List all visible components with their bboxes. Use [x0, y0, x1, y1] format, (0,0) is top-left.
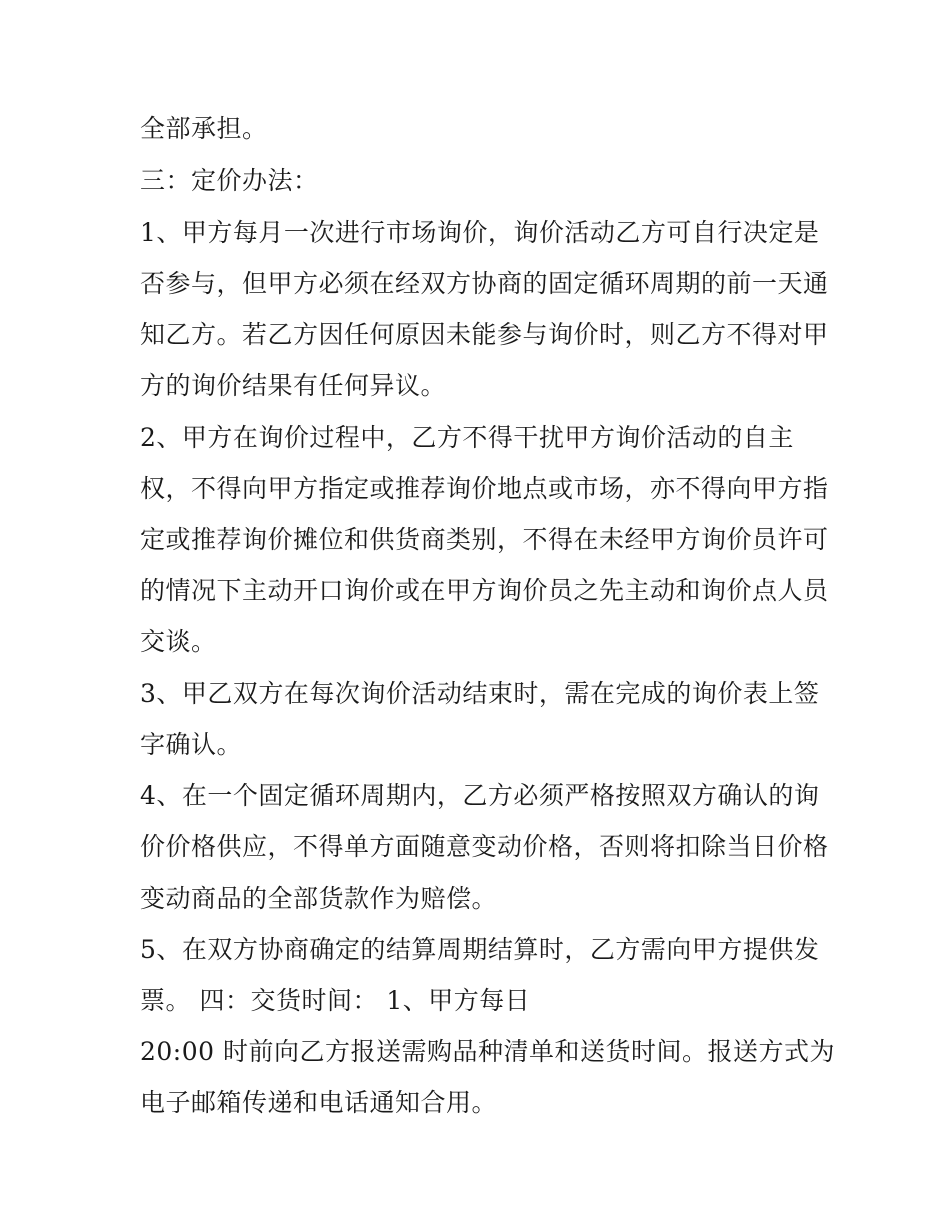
text-line: 20:00 时前向乙方报送需购品种清单和送货时间。报送方式为 [140, 1037, 835, 1066]
text-line: 知乙方。若乙方因任何原因未能参与询价时，则乙方不得对甲 [140, 320, 829, 349]
text-line: 定或推荐询价摊位和供货商类别，不得在未经甲方询价员许可 [140, 525, 829, 554]
text-line: 权，不得向甲方指定或推荐询价地点或市场，亦不得向甲方指 [140, 474, 829, 503]
text-line: 电子邮箱传递和电话通知合用。 [140, 1088, 498, 1117]
text-line: 交谈。 [140, 627, 217, 656]
text-line: 否参与，但甲方必须在经双方协商的固定循环周期的前一天通 [140, 269, 829, 298]
text-line: 2、甲方在询价过程中，乙方不得干扰甲方询价活动的自主 [140, 423, 794, 452]
text-line: 的情况下主动开口询价或在甲方询价员之先主动和询价点人员 [140, 576, 829, 605]
text-line: 4、在一个固定循环周期内，乙方必须严格按照双方确认的询 [140, 781, 820, 810]
text-line: 字确认。 [140, 730, 243, 759]
text-line: 1、甲方每月一次进行市场询价，询价活动乙方可自行决定是 [140, 218, 820, 247]
text-line: 3、甲乙双方在每次询价活动结束时，需在完成的询价表上签 [140, 679, 820, 708]
text-line: 全部承担。 [140, 114, 268, 143]
text-line: 变动商品的全部货款作为赔偿。 [140, 884, 498, 913]
text-line: 票。 四：交货时间： 1、甲方每日 [140, 986, 531, 1015]
text-line: 价价格供应，不得单方面随意变动价格，否则将扣除当日价格 [140, 832, 829, 861]
text-line: 方的询价结果有任何异议。 [140, 371, 447, 400]
section-heading: 三：定价办法： [140, 166, 319, 195]
text-line: 5、在双方协商确定的结算周期结算时，乙方需向甲方提供发 [140, 935, 820, 964]
